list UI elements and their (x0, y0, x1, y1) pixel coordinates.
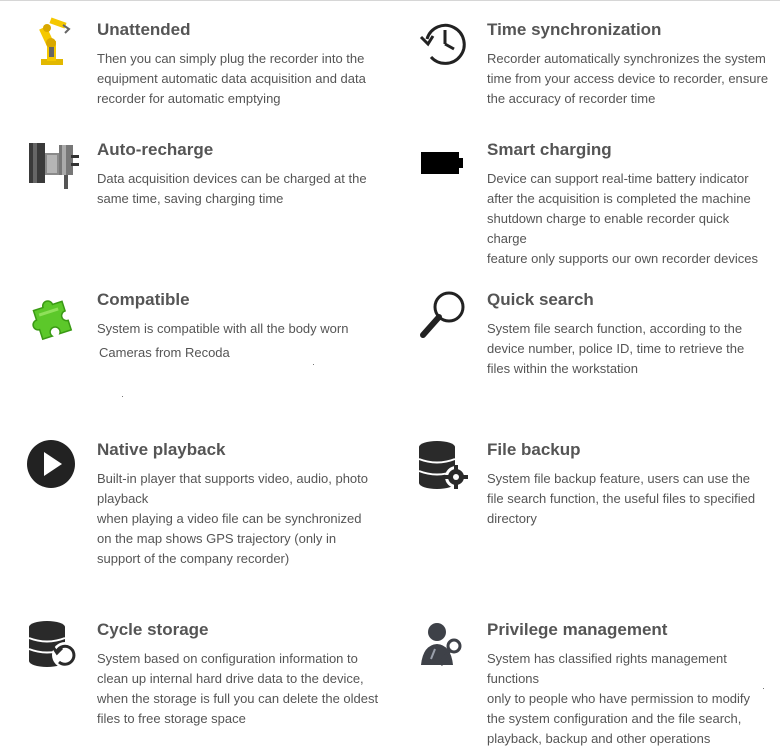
feature-file-backup (487, 439, 780, 529)
description-line: directory (487, 511, 537, 526)
play-icon (27, 439, 79, 491)
description-line: when the storage is full you can delete the oldest (97, 691, 379, 706)
feature-title: Smart charging (487, 140, 612, 159)
description-line: Then you can simply plug the recorder into the (97, 51, 365, 66)
description-line: files to free storage space (97, 711, 246, 726)
feature-description (487, 649, 780, 749)
description-line: clean up internal hard drive data to the device, (97, 671, 364, 686)
feature-description (97, 649, 397, 729)
feature-description (97, 319, 397, 363)
description-line: System file search function, according to the (487, 321, 743, 336)
feature-description (487, 49, 780, 109)
description-line: Built-in player that supports video, audio, photo (97, 471, 369, 486)
feature-time-synchronization (487, 19, 780, 109)
description-line: only to people who have permission to modify (487, 691, 751, 706)
description-line: support of the company recorder) (97, 551, 290, 566)
description-line: the accuracy of recorder time (487, 91, 656, 106)
description-line: playback (97, 491, 149, 506)
description-line: System based on configuration information to (97, 651, 358, 666)
clock-icon (417, 17, 469, 69)
description-line: System has classified rights management (487, 651, 727, 666)
feature-quick-search (487, 289, 780, 379)
feature-description (487, 319, 780, 379)
description-line: System file backup feature, users can use the (487, 471, 751, 486)
feature-unattended (97, 19, 397, 109)
description-line: on the map shows GPS trajectory (only in (97, 531, 337, 546)
description-line: same time, saving charging time (97, 191, 284, 206)
feature-title: Privilege management (487, 620, 668, 639)
feature-compatible (97, 289, 397, 363)
description-line: charge (487, 231, 527, 246)
feature-title: Native playback (97, 440, 226, 459)
database-cycle-icon (27, 619, 79, 671)
description-line: time from your access device to recorder, ensure (487, 71, 769, 86)
database-gear-icon (417, 439, 469, 491)
feature-title: Auto-recharge (97, 140, 214, 159)
description-line: shutdown charge to enable recorder quick (487, 211, 730, 226)
description-line: file search function, the useful files to specified (487, 491, 756, 506)
description-line: Cameras from Recoda (99, 345, 230, 360)
feature-native-playback (97, 439, 397, 569)
feature-privilege-management (487, 619, 780, 749)
description-line: Device can support real-time battery indicator (487, 171, 749, 186)
description-line: System is compatible with all the body worn (97, 321, 349, 336)
feature-description (97, 469, 397, 569)
feature-title: Unattended (97, 20, 191, 39)
description-line: equipment automatic data acquisition and data (97, 71, 366, 86)
feature-description (487, 469, 780, 529)
battery-icon (417, 139, 469, 191)
description-line: after the acquisition is completed the machine (487, 191, 751, 206)
description-line: Recorder automatically synchronizes the system (487, 51, 766, 66)
artifact-dot (763, 688, 764, 689)
user-key-icon (417, 619, 469, 671)
feature-description (97, 169, 397, 209)
feature-title: Quick search (487, 290, 594, 309)
puzzle-piece-icon (27, 289, 79, 341)
magnifier-icon (417, 289, 469, 341)
feature-title: Cycle storage (97, 620, 209, 639)
description-line: functions (487, 671, 540, 686)
feature-cycle-storage (97, 619, 397, 729)
feature-description (487, 169, 780, 269)
description-line: recorder for automatic emptying (97, 91, 281, 106)
description-line: Data acquisition devices can be charged at the (97, 171, 367, 186)
artifact-dot (122, 396, 123, 397)
feature-title: Compatible (97, 290, 190, 309)
feature-title: Time synchronization (487, 20, 662, 39)
plug-icon (27, 139, 79, 191)
top-divider (0, 0, 780, 1)
feature-title: File backup (487, 440, 581, 459)
description-line: the system configuration and the file search, (487, 711, 742, 726)
feature-smart-charging (487, 139, 780, 269)
description-line: playback, backup and other operations (487, 731, 711, 746)
description-line: device number, police ID, time to retrieve the (487, 341, 745, 356)
artifact-dot (313, 364, 314, 365)
feature-auto-recharge (97, 139, 397, 209)
feature-description (97, 49, 397, 109)
description-line: when playing a video file can be synchronized (97, 511, 362, 526)
robot-arm-icon (27, 17, 79, 69)
description-line: feature only supports our own recorder devices (487, 251, 758, 266)
description-line: files within the workstation (487, 361, 639, 376)
